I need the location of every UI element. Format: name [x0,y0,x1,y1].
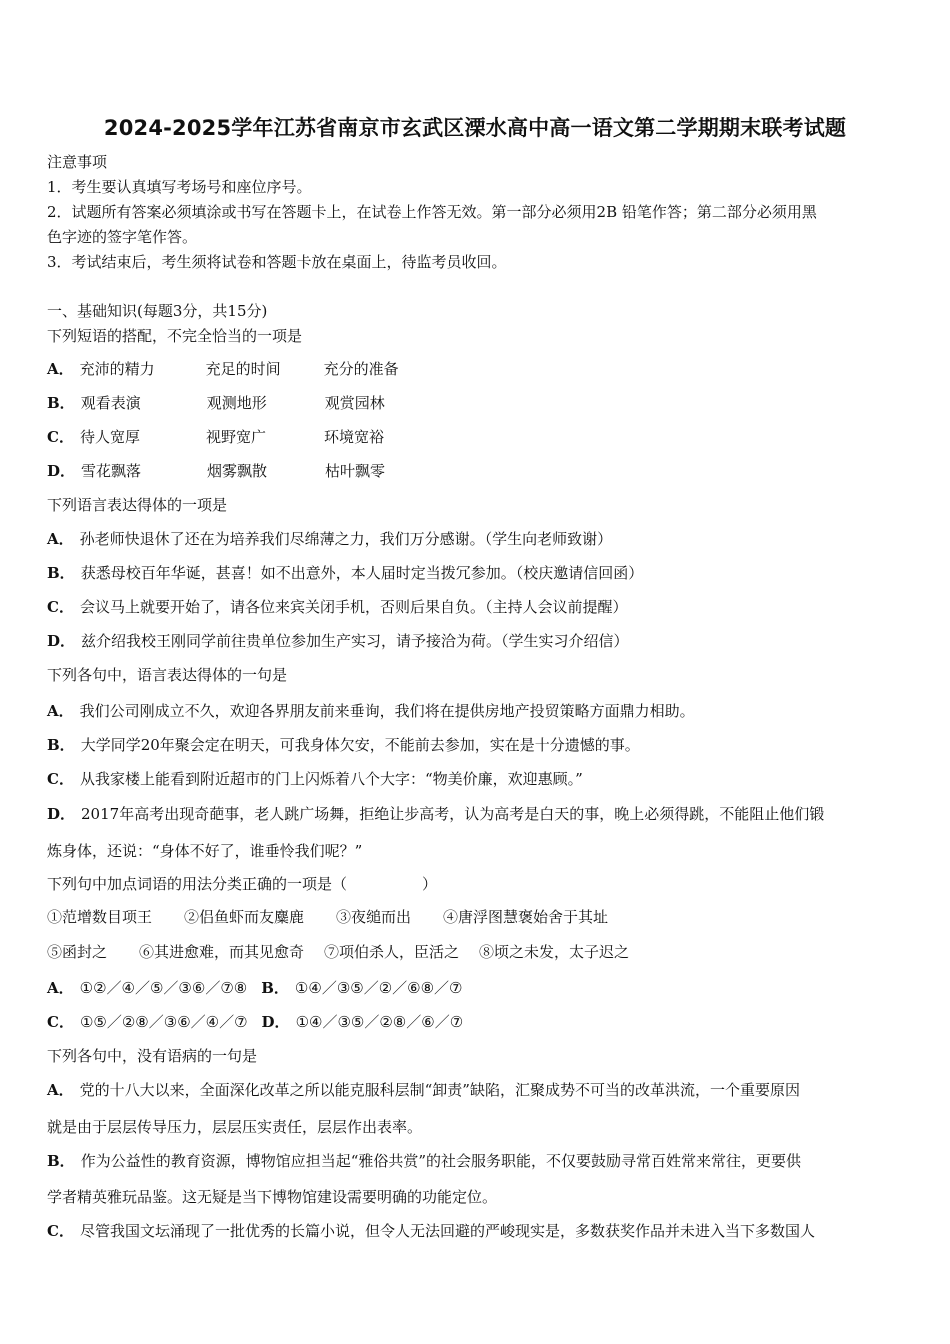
option-letter: D． [261,1013,290,1031]
option-letter: C． [47,1013,74,1031]
option-cell: 观测地形 [206,394,267,412]
notice-item-2-cont: 色字迹的签字笔作答。 [47,228,198,246]
question-2-option-a [47,529,612,549]
question-5-option-a [47,1080,800,1100]
question-3-stem: 下列各句中，语言表达得体的一句是 [47,666,288,684]
option-cell: 充足的时间 [205,360,281,378]
notice-item-3: 3．考试结束后，考生须将试卷和答题卡放在桌面上，待监考员收回。 [47,253,507,271]
option-text: ①④／③⑤／②／⑥⑧／⑦ [294,979,463,997]
option-text: 孙老师快退休了还在为培养我们尽绵薄之力，我们万分感谢。（学生向老师致谢） [79,530,613,548]
option-letter: B． [47,564,75,582]
option-letter: A． [47,360,74,378]
question-5-option-b-cont: 学者精英雅玩品鉴。这无疑是当下博物馆建设需要明确的功能定位。 [47,1188,498,1206]
option-text: ①⑤／②⑧／③⑥／④／⑦ [79,1013,248,1031]
question-3-option-c [47,769,583,789]
question-5-option-b [47,1151,801,1171]
question-3-option-d [47,804,824,824]
option-cell: 视野宽广 [205,428,266,446]
question-5-option-a-cont: 就是由于层层传导压力，层层压实责任，层层作出表率。 [47,1118,423,1136]
notice-heading: 注意事项 [47,153,108,171]
option-text: 从我家楼上能看到附近超市的门上闪烁着八个大字：“物美价廉，欢迎惠顾。” [79,770,583,788]
option-text: 兹介绍我校王刚同学前往贵单位参加生产实习，请予接洽为荷。（学生实习介绍信） [81,632,629,650]
question-4-items-row-2 [47,942,629,962]
option-text: 作为公益性的教育资源，博物馆应担当起“雅俗共赏”的社会服务职能，不仅要鼓励寻常百姓常来常往，更要供 [80,1152,802,1170]
item: ①范增数目项王 [47,908,153,926]
option-letter: D． [47,805,76,823]
option-text: 2017年高考出现奇葩事，老人跳广场舞，拒绝让步高考，认为高考是白天的事，晚上必须得跳，不能阻止他们锻 [81,805,825,823]
page-title: 2024-2025学年江苏省南京市玄武区溧水高中高一语文第二学期期末联考试题 [103,116,847,140]
option-letter: C． [47,1222,74,1240]
notice-item-1: 1．考生要认真填写考场号和座位序号。 [47,178,312,196]
option-text: 尽管我国文坛涌现了一批优秀的长篇小说，但令人无法回避的严峻现实是，多数获奖作品并未进入当下多数国人 [79,1222,815,1240]
question-3-option-b [47,735,640,755]
option-text: 获悉母校百年华诞，甚喜！如不出意外，本人届时定当拨冗参加。（校庆邀请信回函） [80,564,644,582]
question-1-option-d [47,461,385,481]
question-2-option-b [47,563,643,583]
notice-item-2: 2．试题所有答案必须填涂或书写在答题卡上，在试卷上作答无效。第一部分必须用2B 铅笔作答；第二部分必须用黑 [47,203,817,221]
option-cell: 雪花飘落 [81,462,142,480]
option-cell: 充分的准备 [323,360,399,378]
option-letter: A． [47,1081,74,1099]
option-cell: 枯叶飘零 [325,462,386,480]
item: ③夜缒而出 [336,908,412,926]
option-text: 我们公司刚成立不久，欢迎各界朋友前来垂询，我们将在提供房地产投贸策略方面鼎力相助。 [79,702,695,720]
question-1-option-a [47,359,399,379]
question-4-options-ab [47,978,463,998]
option-letter: B． [47,394,75,412]
option-text: 党的十八大以来，全面深化改革之所以能克服科层制“卸责”缺陷，汇聚成势不可当的改革洪流，一个重要原因 [79,1081,800,1099]
question-3-option-a [47,701,695,721]
question-2-stem: 下列语言表达得体的一项是 [47,496,228,514]
question-3-option-d-cont: 炼身体，还说：“身体不好了，谁垂怜我们呢？” [47,842,363,860]
question-1-stem: 下列短语的搭配，不完全恰当的一项是 [47,327,303,345]
question-4-items-row-1 [47,907,608,927]
option-cell: 充沛的精力 [79,360,155,378]
item: ④唐浮图慧褒始舍于其址 [443,908,609,926]
question-2-option-c [47,597,627,617]
item: ②侣鱼虾而友麋鹿 [184,908,305,926]
option-letter: D． [47,462,76,480]
option-letter: B． [261,979,289,997]
option-cell: 观赏园林 [324,394,385,412]
option-cell: 环境宽裕 [323,428,384,446]
option-cell: 烟雾飘散 [207,462,268,480]
option-text: 会议马上就要开始了，请各位来宾关闭手机，否则后果自负。（主持人会议前提醒） [79,598,628,616]
option-text: ①④／③⑤／②⑧／⑥／⑦ [295,1013,464,1031]
item: ⑦项伯杀人，臣活之 [324,943,460,961]
item: ⑧顷之未发，太子迟之 [479,943,630,961]
option-letter: B． [47,1152,75,1170]
option-letter: A． [47,979,74,997]
section-heading: 一、基础知识(每题3分，共15分) [47,302,268,320]
option-cell: 待人宽厚 [79,428,140,446]
item: ⑥其进愈难，而其见愈奇 [139,943,305,961]
question-5-stem: 下列各句中，没有语病的一句是 [47,1047,258,1065]
option-letter: B． [47,736,75,754]
question-4-options-cd [47,1012,463,1032]
question-1-option-b [47,393,385,413]
question-4-stem: 下列句中加点词语的用法分类正确的一项是（ ） [47,875,438,893]
option-letter: C． [47,770,74,788]
option-text: 大学同学20年聚会定在明天，可我身体欠安，不能前去参加，实在是十分遗憾的事。 [80,736,640,754]
option-letter: C． [47,428,74,446]
question-2-option-d [47,631,629,651]
option-letter: D． [47,632,76,650]
option-letter: A． [47,702,74,720]
question-5-option-c [47,1221,815,1241]
option-letter: A． [47,530,74,548]
item: ⑤函封之 [47,943,108,961]
option-cell: 观看表演 [80,394,141,412]
option-letter: C． [47,598,74,616]
option-text: ①②／④／⑤／③⑥／⑦⑧ [79,979,248,997]
question-1-option-c [47,427,384,447]
